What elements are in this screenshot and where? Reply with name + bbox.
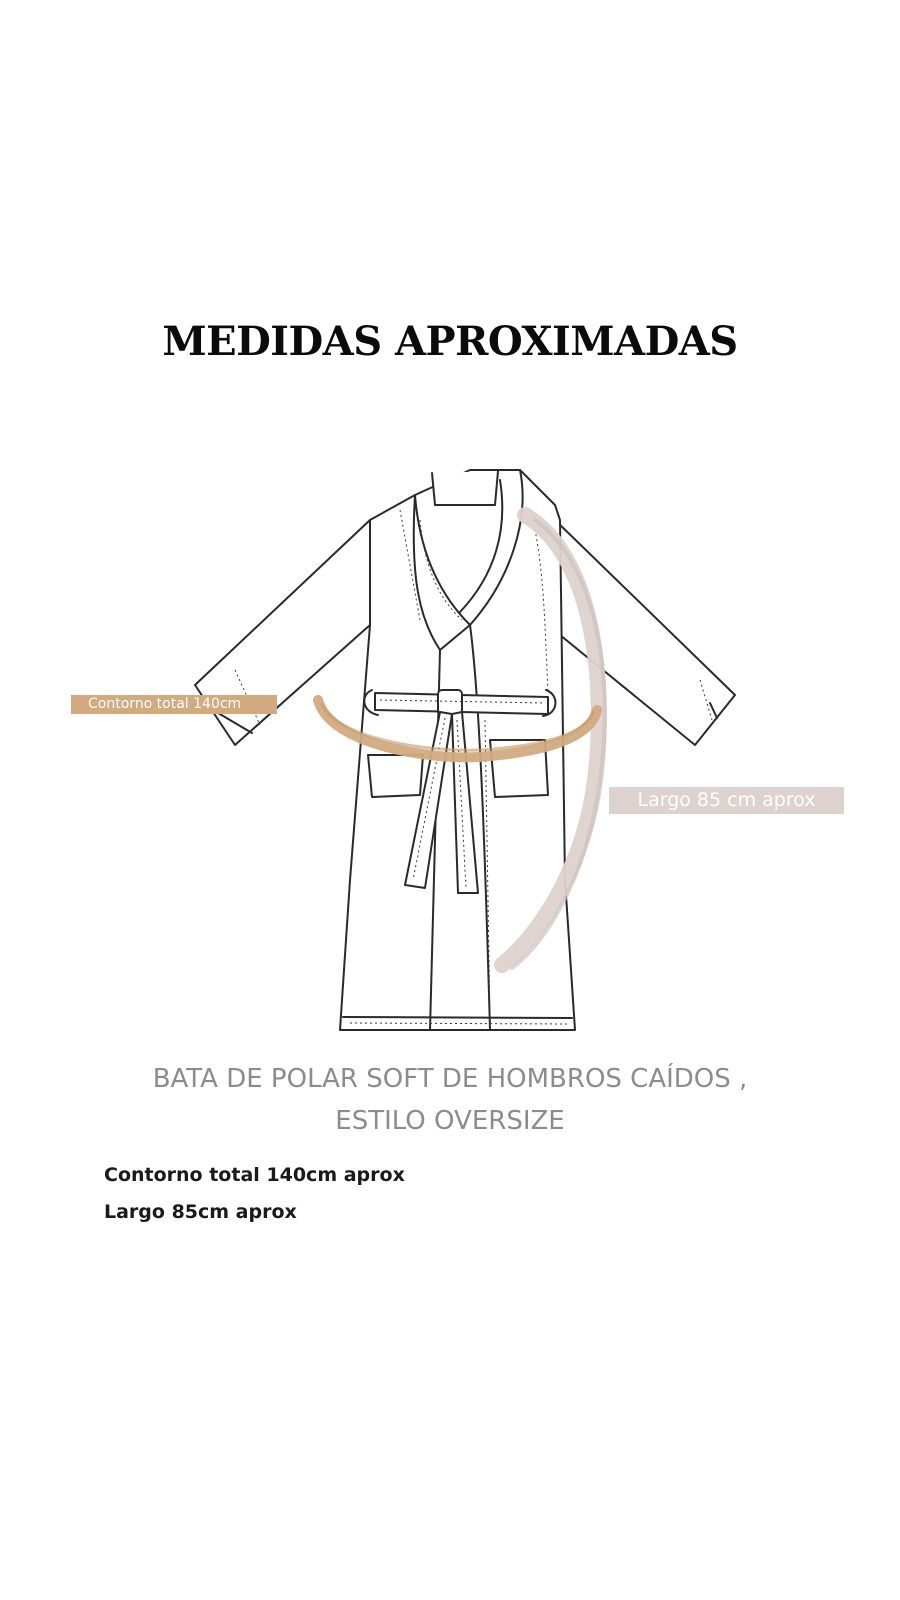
largo-label: Largo 85 cm aprox: [609, 787, 844, 814]
spec-contorno: Contorno total 140cm aprox: [104, 1164, 405, 1186]
product-description: [0, 1058, 900, 1142]
spec-largo: Largo 85cm aprox: [104, 1201, 297, 1223]
page-title: MEDIDAS APROXIMADAS: [162, 318, 738, 365]
product-description-line-1: BATA DE POLAR SOFT DE HOMBROS CAÍDOS ,: [152, 1064, 748, 1094]
product-description-line-2: ESTILO OVERSIZE: [335, 1106, 565, 1136]
contorno-label: Contorno total 140cm: [71, 695, 277, 714]
